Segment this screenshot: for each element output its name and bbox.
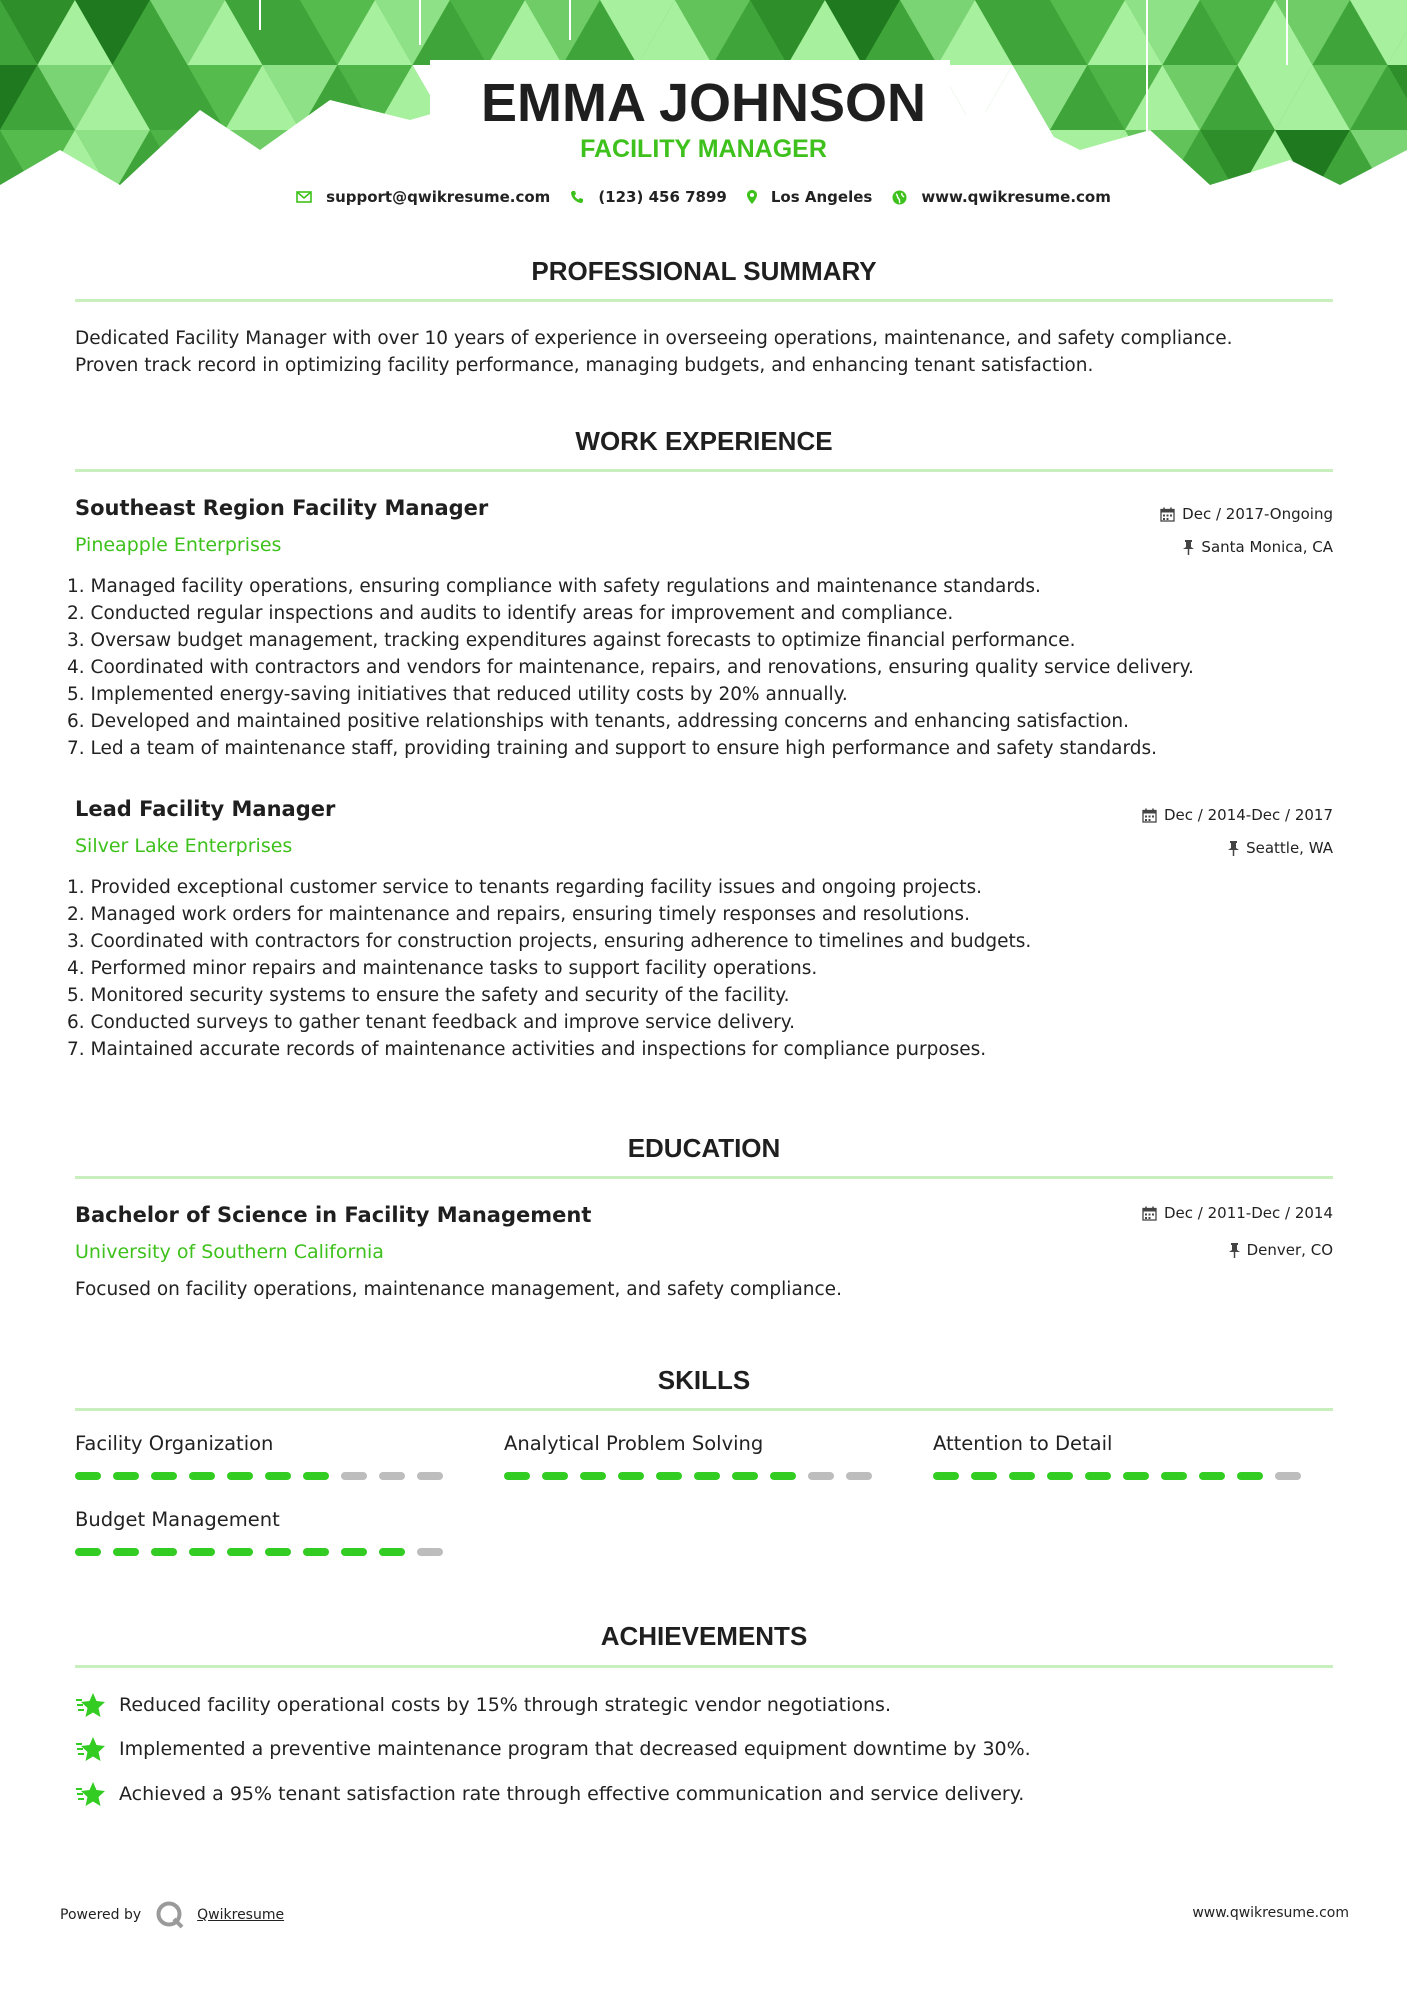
achievement-text: Achieved a 95% tenant satisfaction rate through effective communication and service delivery. [119, 1783, 1025, 1805]
skill-rating-dot [618, 1472, 644, 1480]
job-dates [1160, 505, 1333, 523]
skill-rating-dot [770, 1472, 796, 1480]
footer-website[interactable]: www.qwikresume.com [1192, 1905, 1349, 1921]
star-icon [75, 1735, 107, 1763]
summary-line: Proven track record in optimizing facility performance, managing budgets, and enhancing tenant satisfaction. [75, 355, 1094, 376]
skill-rating-dot [542, 1472, 568, 1480]
skill-rating-dot [694, 1472, 720, 1480]
job-location [1228, 839, 1333, 857]
job-role: Southeast Region Facility Manager [75, 496, 489, 520]
list-item: 3. Oversaw budget management, tracking expenditures against forecasts to optimize financial performance. [67, 630, 1076, 651]
skill-rating-dot [189, 1472, 215, 1480]
skill-rating-dot [580, 1472, 606, 1480]
summary-line: Dedicated Facility Manager with over 10 years of experience in overseeing operations, maintenance, and safety compliance. [75, 328, 1233, 349]
skill-item [75, 1432, 455, 1480]
skill-name: Analytical Problem Solving [504, 1432, 764, 1455]
achievement-text: Implemented a preventive maintenance program that decreased equipment downtime by 30%. [119, 1738, 1031, 1760]
skill-rating-dot [732, 1472, 758, 1480]
list-item: 4. Coordinated with contractors and vendors for maintenance, repairs, and renovations, ensuring quality service delivery. [67, 657, 1194, 678]
globe-icon [892, 190, 907, 205]
list-item: 1. Managed facility operations, ensuring compliance with safety regulations and maintenance standards. [67, 576, 1041, 597]
achievements-heading: ACHIEVEMENTS [600, 1621, 808, 1651]
contact-website[interactable] [892, 188, 1111, 206]
education-dates-text: Dec / 2011-Dec / 2014 [1164, 1204, 1333, 1222]
skill-rating-dot [417, 1472, 443, 1480]
summary-heading: PROFESSIONAL SUMMARY [531, 256, 877, 286]
contact-phone-text: (123) 456 7899 [598, 188, 727, 206]
skill-rating-dot [75, 1548, 101, 1556]
list-item: 5. Monitored security systems to ensure the safety and security of the facility. [67, 985, 790, 1006]
skill-rating-dot [265, 1548, 291, 1556]
skill-rating-dot [151, 1472, 177, 1480]
achievement-item [75, 1691, 891, 1719]
skill-rating-dot [1161, 1472, 1187, 1480]
job-company: Pineapple Enterprises [75, 534, 282, 556]
skill-rating-dot [151, 1548, 177, 1556]
list-item: 4. Performed minor repairs and maintenance tasks to support facility operations. [67, 958, 818, 979]
skill-rating-dot [1237, 1472, 1263, 1480]
skill-rating-dot [189, 1548, 215, 1556]
list-item: 2. Managed work orders for maintenance and repairs, ensuring timely responses and resolutions. [67, 904, 970, 925]
skill-rating-dot [933, 1472, 959, 1480]
qwikresume-logo-icon [155, 1900, 185, 1930]
education-degree: Bachelor of Science in Facility Management [75, 1203, 592, 1227]
skill-rating-dot [227, 1548, 253, 1556]
contact-bar [0, 188, 1407, 206]
experience-heading: WORK EXPERIENCE [575, 426, 833, 456]
skill-rating-dot [341, 1548, 367, 1556]
job-dates [1142, 806, 1333, 824]
job-company: Silver Lake Enterprises [75, 835, 293, 857]
skill-rating [933, 1472, 1313, 1480]
list-item: 6. Conducted surveys to gather tenant feedback and improve service delivery. [67, 1012, 795, 1033]
pushpin-icon [1183, 540, 1194, 555]
skill-rating-dot [1085, 1472, 1111, 1480]
job-bullets [67, 874, 1031, 1063]
summary-divider [75, 299, 1333, 302]
job-location-text: Seattle, WA [1246, 839, 1333, 857]
skill-item [504, 1432, 884, 1480]
envelope-icon [296, 191, 312, 203]
job-role: Lead Facility Manager [75, 797, 336, 821]
education-heading: EDUCATION [627, 1133, 781, 1163]
education-divider [75, 1176, 1333, 1179]
pushpin-icon [1229, 1243, 1240, 1258]
skill-rating-dot [341, 1472, 367, 1480]
list-item: 5. Implemented energy-saving initiatives that reduced utility costs by 20% annually. [67, 684, 848, 705]
list-item: 1. Provided exceptional customer service to tenants regarding facility issues and ongoing projects. [67, 877, 983, 898]
skill-item [75, 1508, 455, 1556]
achievement-text: Reduced facility operational costs by 15% through strategic vendor negotiations. [119, 1694, 891, 1716]
skill-rating-dot [656, 1472, 682, 1480]
experience-divider [75, 469, 1333, 472]
skill-rating-dot [113, 1472, 139, 1480]
skill-rating-dot [1009, 1472, 1035, 1480]
education-school: University of Southern California [75, 1241, 384, 1263]
calendar-icon [1142, 808, 1157, 823]
skill-rating [504, 1472, 884, 1480]
skill-rating [75, 1548, 455, 1556]
footer-powered-by [60, 1900, 284, 1930]
skill-rating-dot [303, 1548, 329, 1556]
job-location [1183, 538, 1333, 556]
job-location-text: Santa Monica, CA [1201, 538, 1333, 556]
contact-website-text: www.qwikresume.com [921, 188, 1111, 206]
skill-rating-dot [417, 1548, 443, 1556]
skill-rating-dot [1199, 1472, 1225, 1480]
achievements-divider [75, 1665, 1333, 1668]
skills-heading: SKILLS [657, 1365, 751, 1395]
contact-email[interactable] [296, 188, 550, 206]
contact-location-text: Los Angeles [770, 188, 873, 206]
skill-rating-dot [379, 1472, 405, 1480]
skill-rating-dot [971, 1472, 997, 1480]
powered-by-label: Powered by [60, 1907, 142, 1923]
skill-item [933, 1432, 1313, 1480]
skill-rating-dot [75, 1472, 101, 1480]
skill-name: Attention to Detail [933, 1432, 1113, 1455]
list-item: 2. Conducted regular inspections and audits to identify areas for improvement and compliance. [67, 603, 954, 624]
list-item: 7. Led a team of maintenance staff, providing training and support to ensure high performance and safety standards. [67, 738, 1158, 759]
list-item: 7. Maintained accurate records of maintenance activities and inspections for compliance purposes. [67, 1039, 987, 1060]
skill-name: Budget Management [75, 1508, 280, 1531]
skill-rating-dot [1275, 1472, 1301, 1480]
job-dates-text: Dec / 2014-Dec / 2017 [1164, 806, 1333, 824]
skill-rating-dot [504, 1472, 530, 1480]
job-dates-text: Dec / 2017-Ongoing [1182, 505, 1333, 523]
skill-rating-dot [1123, 1472, 1149, 1480]
job-bullets [67, 573, 1194, 762]
skill-name: Facility Organization [75, 1432, 274, 1455]
skills-divider [75, 1408, 1333, 1411]
contact-phone[interactable] [570, 188, 727, 206]
skill-rating-dot [379, 1548, 405, 1556]
map-pin-icon [747, 190, 757, 204]
candidate-title: FACILITY MANAGER [580, 135, 827, 163]
education-dates [1142, 1204, 1333, 1222]
skill-rating-dot [113, 1548, 139, 1556]
skill-rating-dot [265, 1472, 291, 1480]
contact-location [747, 188, 872, 206]
list-item: 6. Developed and maintained positive relationships with tenants, addressing concerns and enhancing satisfaction. [67, 711, 1130, 732]
candidate-name: EMMA JOHNSON [480, 73, 927, 133]
pushpin-icon [1228, 841, 1239, 856]
contact-email-text: support@qwikresume.com [326, 188, 551, 206]
skill-rating-dot [303, 1472, 329, 1480]
star-icon [75, 1691, 107, 1719]
list-item: 3. Coordinated with contractors for construction projects, ensuring adherence to timelines and budgets. [67, 931, 1032, 952]
skill-rating-dot [846, 1472, 872, 1480]
summary-text [75, 325, 1345, 379]
star-icon [75, 1780, 107, 1808]
skill-rating-dot [808, 1472, 834, 1480]
achievement-item [75, 1735, 1031, 1763]
achievement-item [75, 1780, 1024, 1808]
education-location-text: Denver, CO [1246, 1241, 1333, 1259]
calendar-icon [1142, 1206, 1157, 1221]
education-description: Focused on facility operations, maintenance management, and safety compliance. [75, 1279, 842, 1300]
skill-rating-dot [1047, 1472, 1073, 1480]
qwikresume-link[interactable]: Qwikresume [197, 1907, 285, 1923]
phone-icon [570, 190, 584, 204]
skill-rating [75, 1472, 455, 1480]
education-location [1229, 1241, 1333, 1259]
skill-rating-dot [227, 1472, 253, 1480]
calendar-icon [1160, 507, 1175, 522]
